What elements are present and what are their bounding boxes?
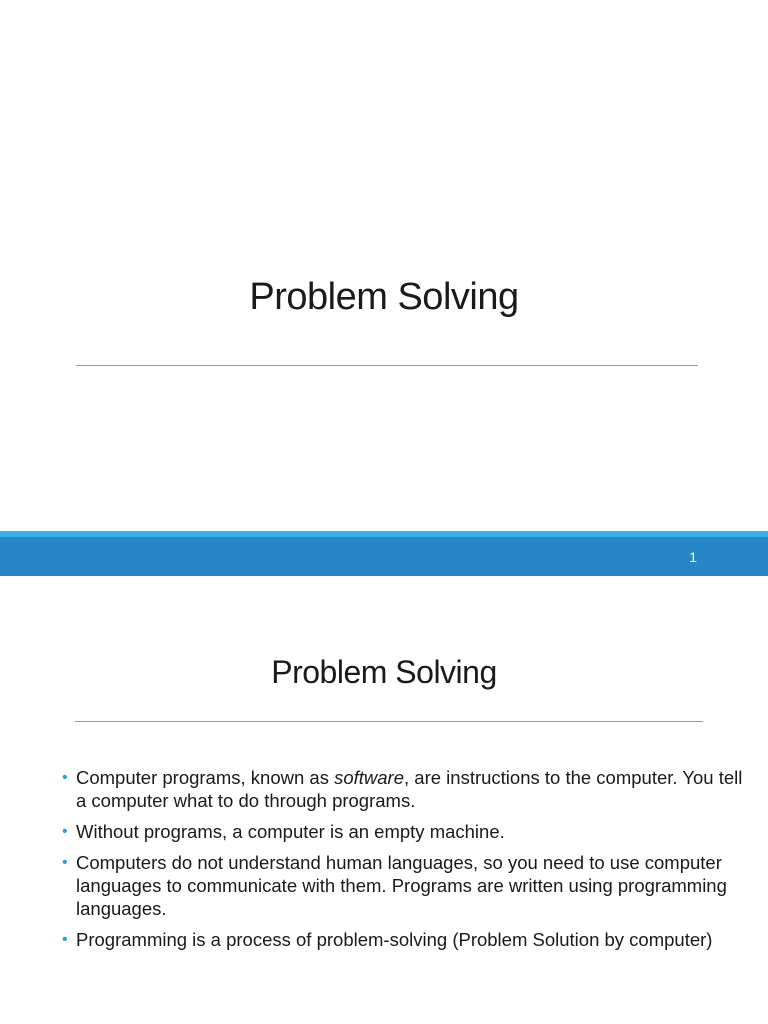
bullet-text-emphasis: software (334, 767, 405, 788)
bullet-dot-icon: • (62, 854, 68, 871)
bullet-dot-icon: • (62, 769, 68, 786)
bullet-text: Computers do not understand human languages, so you need to use computer languages to communicate with them. Programs are written using programming languages. (76, 852, 727, 919)
footer-band (0, 531, 768, 576)
bullet-item (62, 766, 752, 812)
title-divider (76, 365, 698, 366)
bullet-dot-icon: • (62, 931, 68, 948)
bullet-text-before: Computer programs, known as (76, 767, 335, 788)
bullet-text: Without programs, a computer is an empty machine. (76, 821, 505, 842)
bullet-text-after: , are instructions to the computer. You tell a computer what to do through programs. (76, 767, 743, 811)
bullet-text: Programming is a process of problem-solving (Problem Solution by computer) (76, 929, 713, 950)
bullet-dot-icon: • (62, 823, 68, 840)
slide-title: Problem Solving (249, 276, 519, 318)
bullet-list (62, 766, 752, 959)
title-divider (75, 721, 703, 722)
content-slide (0, 576, 768, 1024)
bullet-item (62, 851, 752, 920)
bullet-item (62, 820, 752, 843)
bullet-item (62, 928, 752, 951)
footer-accent-strip (0, 531, 768, 537)
slide-title: Problem Solving (271, 654, 497, 690)
slide-number: 1 (689, 549, 697, 565)
